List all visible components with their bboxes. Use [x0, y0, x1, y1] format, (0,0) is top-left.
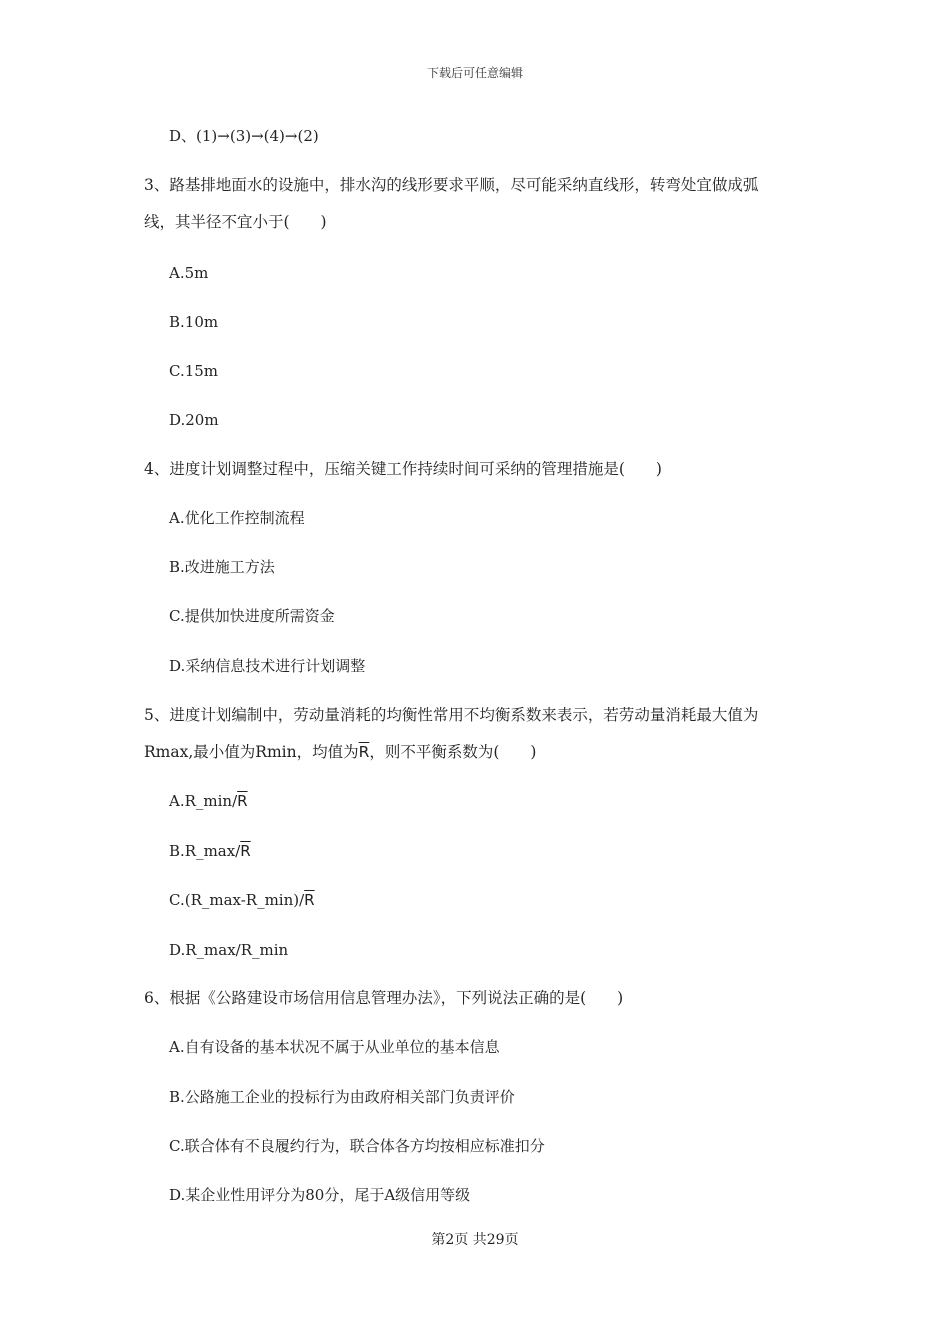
option-line: C.提供加快进度所需资金: [169, 607, 335, 625]
option-line: A.优化工作控制流程: [169, 509, 305, 527]
option-line: D.20m: [169, 411, 219, 429]
r-bar-symbol: $\overline{R}$: [237, 792, 248, 810]
option-line: [169, 890, 315, 910]
text-segment: A.R_min/: [169, 792, 238, 810]
option-line: B.改进施工方法: [169, 558, 275, 576]
option-line: A.5m: [169, 264, 209, 282]
page-footer: 第2页 共29页: [431, 1232, 519, 1248]
text-segment: Rmax,最小值为Rmin，均值为: [144, 743, 359, 761]
option-line: D.某企业性用评分为80分，尾于A级信用等级: [169, 1186, 471, 1204]
option-line: A.自有设备的基本状况不属于从业单位的基本信息: [169, 1038, 500, 1056]
option-line: [169, 841, 251, 861]
question-line: 3、路基排地面水的设施中，排水沟的线形要求平顺，尽可能采纳直线形，转弯处宜做成弧: [144, 176, 759, 194]
question-line: [144, 742, 536, 762]
r-bar-symbol: $\overline{R}$: [304, 891, 315, 909]
question-line: 6、根据《公路建设市场信用信息管理办法》，下列说法正确的是( ): [144, 989, 624, 1007]
option-line: C.联合体有不良履约行为，联合体各方均按相应标准扣分: [169, 1137, 545, 1155]
text-segment: ，则不平衡系数为( ): [369, 743, 537, 761]
r-bar-symbol: $\overline{R}$: [358, 743, 370, 761]
page-header: 下载后可任意编辑: [426, 66, 523, 80]
text-segment: B.R_max/: [169, 842, 241, 860]
text-segment: C.(R_max-R_min)/: [169, 891, 305, 909]
question-line: 线，其半径不宜小于( ): [144, 213, 327, 231]
option-line: D、(1)→(3)→(4)→(2): [169, 127, 319, 145]
option-line: D.R_max/R_min: [169, 941, 289, 959]
option-line: D.采纳信息技术进行计划调整: [169, 657, 366, 675]
question-line: 4、进度计划调整过程中，压缩关键工作持续时间可采纳的管理措施是( ): [144, 460, 662, 478]
option-line: C.15m: [169, 362, 219, 380]
option-line: B.10m: [169, 313, 219, 331]
option-line: B.公路施工企业的投标行为由政府相关部门负责评价: [169, 1088, 515, 1106]
option-line: [169, 791, 248, 811]
r-bar-symbol: $\overline{R}$: [240, 842, 251, 860]
question-line: 5、进度计划编制中，劳动量消耗的均衡性常用不均衡系数来表示，若劳动量消耗最大值为: [144, 706, 759, 724]
